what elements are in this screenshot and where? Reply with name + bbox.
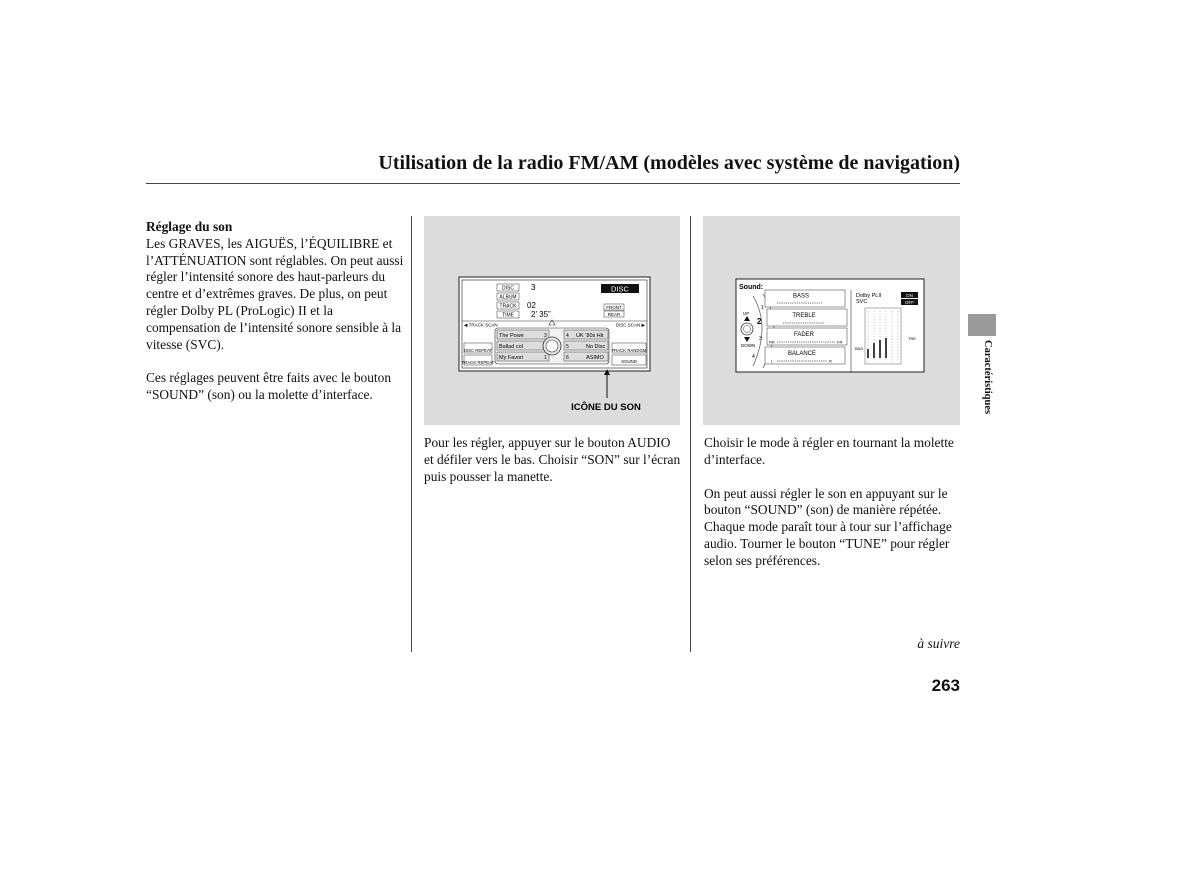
preset-num-4: 4 xyxy=(566,333,569,339)
pointer-arrow-icon xyxy=(604,369,610,398)
treble-label: TREBLE xyxy=(792,313,816,319)
balance-l-label: L xyxy=(771,358,774,364)
header-rule xyxy=(146,183,960,184)
rear-label: REAR xyxy=(607,311,621,317)
section-tab-label: Caractéristiques xyxy=(982,340,993,415)
time-label: TIME xyxy=(502,312,514,319)
middle-column xyxy=(424,435,682,485)
sound-label: SOUND xyxy=(621,359,637,364)
level-1: 1 xyxy=(761,305,764,311)
page-title: Utilisation de la radio FM/AM (modèles avec système de navigation) xyxy=(378,152,960,174)
interface-dial-icon xyxy=(543,337,561,355)
sound-screen-illustration xyxy=(703,216,960,425)
preset-3: My Favori xyxy=(499,355,524,361)
balance-r-label: R xyxy=(829,358,832,364)
fader-fr-label: FR xyxy=(837,339,843,345)
svc-off-badge: OFF xyxy=(905,299,914,305)
sound-title: Sound: xyxy=(739,284,764,291)
figure-caption: ICÔNE DU SON xyxy=(571,402,641,413)
left-column xyxy=(146,219,404,404)
time-value: 2’ 35” xyxy=(531,310,551,319)
disc-label: DISC xyxy=(502,285,514,292)
dolby-label: Dolby PLII xyxy=(856,293,882,299)
front-label: FRONT xyxy=(606,304,622,310)
balance-label: BALANCE xyxy=(787,351,817,357)
section-tab xyxy=(968,314,996,336)
fader-rr-label: RR xyxy=(769,339,775,345)
fader-label: FADER xyxy=(793,332,815,338)
level-4: 4 xyxy=(752,354,755,360)
intro-paragraph: Les GRAVES, les AIGUËS, l’ÉQUILIBRE et l’ATTÉNUATION sont réglables. On peut aussi régler l’intensité sonore des haut-parleurs du centre et d’extrêmes graves. De plus, on peut régler Dolby PL (ProLogic) II et la compensation de l’intensité sonore sensible à la vitesse (SVC). xyxy=(146,235,404,352)
bass-axis-label: BAS xyxy=(855,346,864,351)
track-value: 02 xyxy=(527,301,536,310)
preset-num-6: 6 xyxy=(566,355,569,361)
disc-scan-label: DISC SCAN ▶ xyxy=(615,322,645,328)
bass-label: BASS xyxy=(792,293,810,300)
continued-label: à suivre xyxy=(917,636,960,651)
preset-4: UK ‘80s Hit xyxy=(576,333,604,339)
preset-5: No Disc xyxy=(586,344,606,350)
track-label: TRACK xyxy=(499,303,517,310)
svc-label: SVC xyxy=(856,299,868,305)
disc-repeat-label: DISC REPEAT xyxy=(463,348,493,353)
sound-dial-icon xyxy=(741,323,753,335)
level-3: 3 xyxy=(759,336,762,342)
preset-2: Ballad col xyxy=(499,344,523,350)
section-heading: Réglage du son xyxy=(146,219,233,234)
track-scan-label: ◀ TRACK SCAN xyxy=(464,322,498,328)
controls-paragraph: Ces réglages peuvent être faits avec le bouton “SOUND” (son) ou la molette d’interface. xyxy=(146,370,392,403)
knob-value: 2 xyxy=(757,317,762,326)
album-label: ALBUM xyxy=(499,294,517,301)
up-label: UP xyxy=(743,311,750,316)
page-number: 263 xyxy=(931,676,960,695)
preset-num-3: 1 xyxy=(544,355,547,361)
sound-button-instructions: On peut aussi régler le son en appuyant sur le bouton “SOUND” (son) de manière répétée. Chaque mode paraît tour à tour sur l’affichage audio. Tourner le bouton “TUNE” pour régler selon ses préférences. xyxy=(704,485,952,568)
audio-screen-illustration xyxy=(424,216,680,425)
preset-num-5: 5 xyxy=(566,344,569,350)
down-label: DOWN xyxy=(741,343,756,348)
preset-6: ASIMO xyxy=(586,355,604,361)
column-divider-left xyxy=(411,216,412,652)
track-random-label: TRACK RANDOM xyxy=(611,348,647,353)
track-repeat-label: TRACK REPEAT xyxy=(461,360,495,365)
column-divider-right xyxy=(690,216,691,652)
preset-1: The Powe xyxy=(499,333,524,339)
mode-badge: DISC xyxy=(611,284,629,294)
figure-audio-screen xyxy=(424,216,680,425)
treble-axis-label: TRE xyxy=(908,336,916,341)
mode-instructions: Choisir le mode à régler en tournant la molette d’interface. xyxy=(704,435,954,467)
dolby-on-badge: ON xyxy=(906,292,913,298)
figure-sound-screen xyxy=(703,216,960,425)
preset-num-1: 3 xyxy=(544,333,547,339)
right-column xyxy=(704,435,962,570)
adjust-instructions: Pour les régler, appuyer sur le bouton AUDIO et défiler vers le bas. Choisir “SON” sur l’écran puis pousser la manette. xyxy=(424,435,681,484)
disc-value: 3 xyxy=(531,283,536,292)
